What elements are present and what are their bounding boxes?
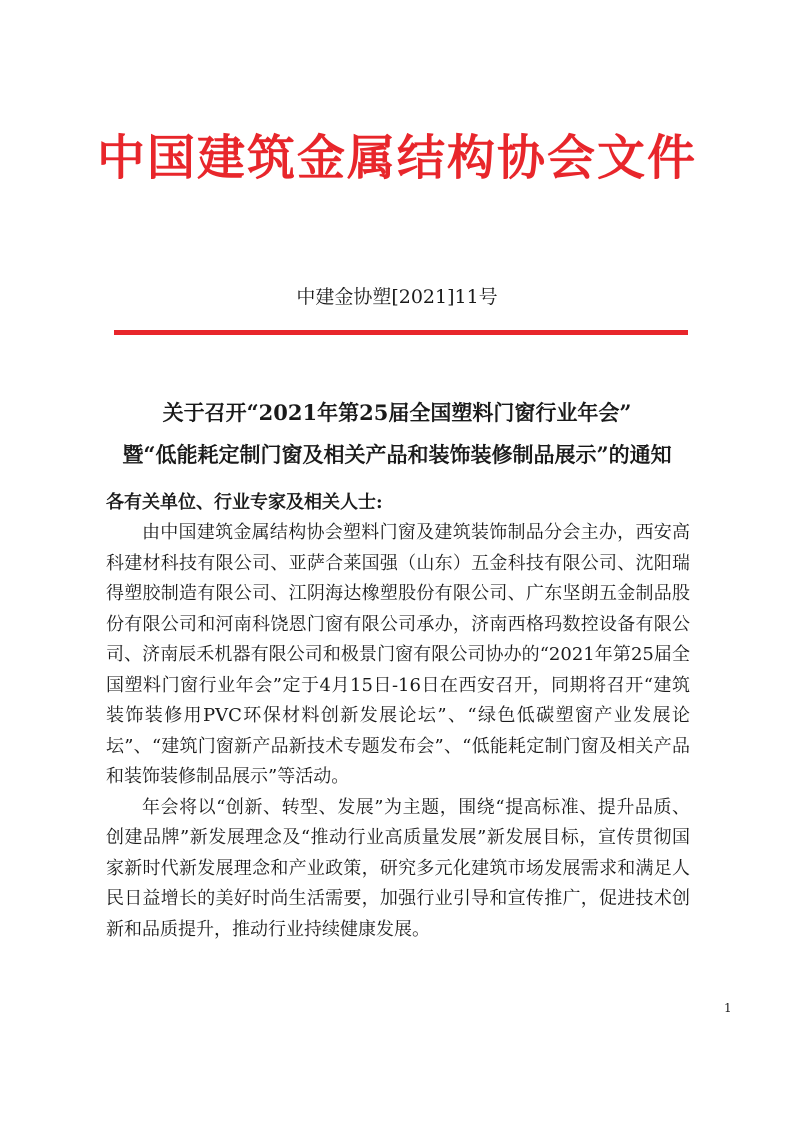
body-paragraph-2: 年会将以“创新、转型、发展”为主题，围绕“提高标准、提升品质、创建品牌”新发展理念及“推动行业高质量发展”新发展目标，宣传贯彻国家新时代新发展理念和产业政策，研究多元化建筑市场发展需求和满足人民日益增长的美好时尚生活需要，加强行业引导和宣传推广，促进技术创新和品质提升，推动行业持续健康发展。 [106,796,690,940]
document-header-title: 中国建筑金属结构协会文件 [96,130,697,186]
body-paragraph-1: 由中国建筑金属结构协会塑料门窗及建筑装饰制品分会主办，西安高科建材科技有限公司、亚萨合莱国强（山东）五金科技有限公司、沈阳瑞得塑胶制造有限公司、江阴海达橡塑股份有限公司、广东坚朗五金制品股份有限公司和河南科饶恩门窗有限公司承办，济南西格玛数控设备有限公司、济南辰禾机器有限公司和极景门窗有限公司协办的“2021年第25届全国塑料门窗行业年会”定于4月15日-16日在西安召开，同期将召开“建筑装饰装修用PVC环保材料创新发展论坛”、“绿色低碳塑窗产业发展论坛”、“建筑门窗新产品新技术专题发布会”、“低能耗定制门窗及相关产品和装饰装修制品展示”等活动。 [106,522,690,787]
page-number: 1 [724,1001,732,1015]
notice-title-line-2: 暨“低能耗定制门窗及相关产品和装饰装修制品展示”的通知 [122,442,672,467]
document-number: 中建金协塑[2021]11号 [296,286,498,308]
notice-title [60,392,734,476]
body-text [106,518,690,945]
notice-title-line-1: 关于召开“2021年第25届全国塑料门窗行业年会” [162,400,632,425]
salutation: 各有关单位、行业专家及相关人士: [106,492,383,513]
red-divider-line [114,330,688,335]
